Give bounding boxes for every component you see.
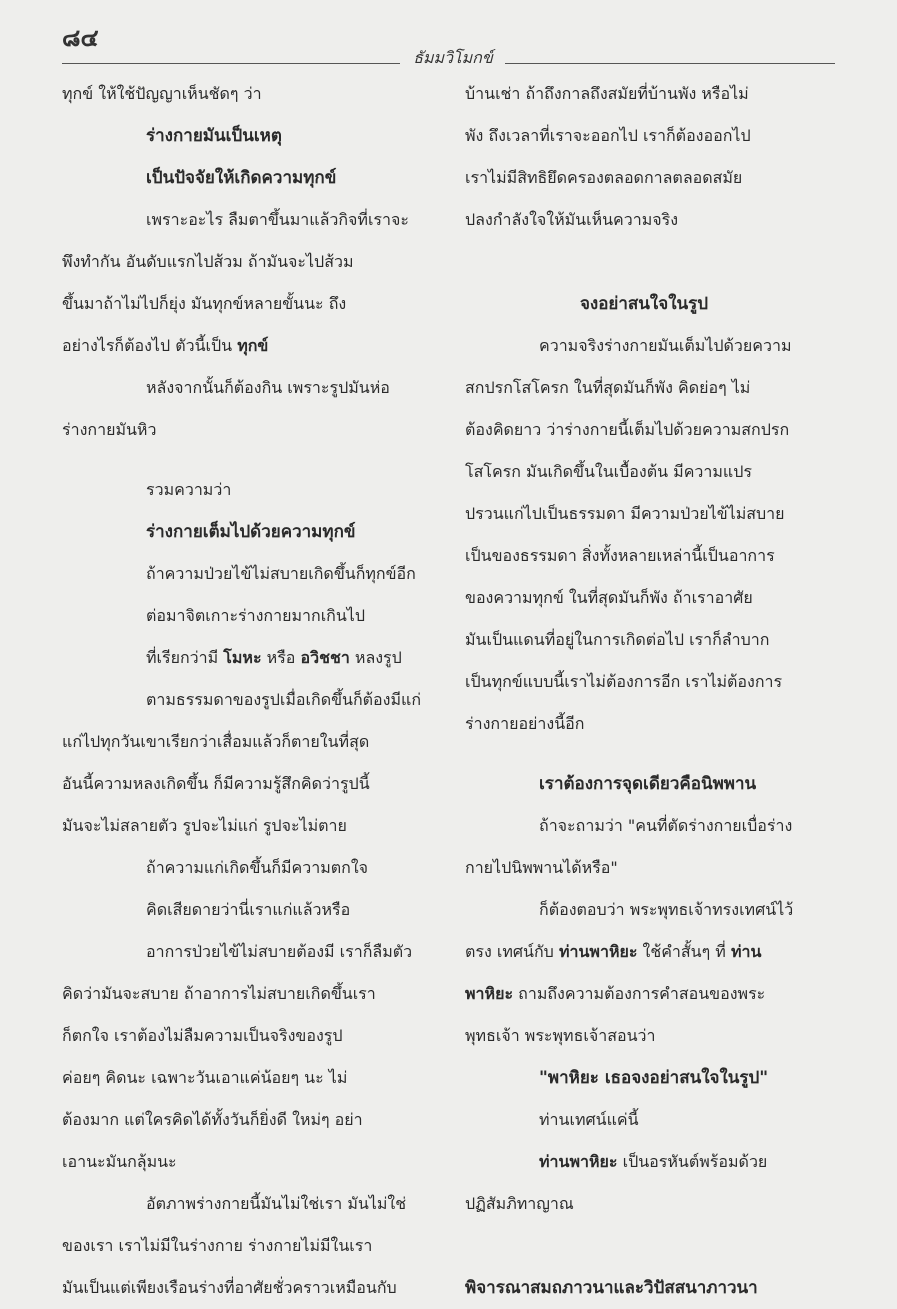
text-span: ถามถึงความต้องการคำสอนของพระ <box>518 984 766 1003</box>
text-span: หลงรูป <box>354 648 402 667</box>
quote-line: "พาหิยะ เธอจงอย่าสนใจในรูป" <box>539 1068 769 1088</box>
text-line <box>465 1141 823 1183</box>
text-line: ปรวนแก่ไปเป็นธรรมดา มีความป่วยไข้ไม่สบาย <box>465 504 785 523</box>
text-line: ของความทุกข์ ในที่สุดมันก็พัง ถ้าเราอาศัย <box>465 588 753 607</box>
text-line: พัง ถึงเวลาที่เราจะออกไป เราก็ต้องออกไป <box>465 126 751 145</box>
text-line <box>465 973 823 1015</box>
text-span: อย่างไรก็ต้องไป ตัวนี้เป็น <box>62 336 233 355</box>
text-line: ท่านเทศน์แค่นี้ <box>539 1110 639 1129</box>
text-line: สกปรกโสโครก ในที่สุดมันก็พัง คิดย่อๆ ไม่ <box>465 378 751 397</box>
text-line: ค่อยๆ คิดนะ เฉพาะวันเอาแค่น้อยๆ นะ ไม่ <box>62 1068 348 1087</box>
section-heading: พิจารณาสมถภาวนาและวิปัสสนาภาวนา <box>465 1278 758 1298</box>
text-span: หรือ <box>266 648 296 667</box>
text-line: ถ้าความแก่เกิดขึ้นก็มีความตกใจ <box>146 858 369 877</box>
text-line: ถ้าจะถามว่า "คนที่ตัดร่างกายเบื่อร่าง <box>539 816 793 835</box>
emphasis-term: ท่านพาหิยะ <box>539 1152 618 1171</box>
text-line <box>62 325 438 367</box>
text-line: เป็นของธรรมดา สิ่งทั้งหลายเหล่านี้เป็นอาการ <box>465 546 775 565</box>
text-line: ทุกข์ ให้ใช้ปัญญาเห็นชัดๆ ว่า <box>62 84 262 103</box>
text-line: ตามธรรมดาของรูปเมื่อเกิดขึ้นก็ต้องมีแก่ <box>146 690 421 709</box>
text-line: ปฏิสัมภิทาญาณ <box>465 1194 574 1213</box>
emphasis-term: อวิชชา <box>300 648 350 667</box>
spacer <box>465 1225 823 1267</box>
text-line: พุทธเจ้า พระพุทธเจ้าสอนว่า <box>465 1026 656 1045</box>
emphasis-term: พาหิยะ <box>465 984 514 1003</box>
emphasis-term: ท่าน <box>730 942 762 961</box>
text-line: เอานะมันกลุ้มนะ <box>62 1152 177 1171</box>
text-line: อันนี้ความหลงเกิดขึ้น ก็มีความรู้สึกคิดว่ารูปนี้ <box>62 774 370 793</box>
text-line: ต้องคิดยาว ว่าร่างกายนี้เต็มไปด้วยความสกปรก <box>465 420 790 439</box>
text-line: มันเป็นแดนที่อยู่ในการเกิดต่อไป เราก็ลำบาก <box>465 630 770 649</box>
text-line: ก็ตกใจ เราต้องไม่ลืมความเป็นจริงของรูป <box>62 1026 343 1045</box>
text-line: อาการป่วยไข้ไม่สบายต้องมี เราก็ลืมตัว <box>146 942 413 961</box>
emphasis-term: โมหะ <box>223 648 262 667</box>
text-line: กายไปนิพพานได้หรือ" <box>465 858 618 877</box>
text-line: ร่างกายมันหิว <box>62 420 157 439</box>
text-span: เป็นอรหันต์พร้อมด้วย <box>622 1152 768 1171</box>
text-line: ต้องมาก แต่ใครคิดได้ทั้งวันก็ยิ่งดี ใหม่ๆ อย่า <box>62 1110 363 1129</box>
heading-line: ร่างกายเต็มไปด้วยความทุกข์ <box>146 522 356 542</box>
left-column <box>62 73 438 1309</box>
text-line: ต่อมาจิตเกาะร่างกายมากเกินไป <box>146 606 365 625</box>
section-heading: จงอย่าสนใจในรูป <box>579 294 709 314</box>
text-line: อัตภาพร่างกายนี้มันไม่ใช่เรา มันไม่ใช่ <box>146 1194 407 1213</box>
heading-line: ร่างกายมันเป็นเหตุ <box>146 126 282 146</box>
text-line: บ้านเช่า ถ้าถึงกาลถึงสมัยที่บ้านพัง หรือไม่ <box>465 84 749 103</box>
text-span: ใช้คำสั้นๆ ที่ <box>642 942 726 961</box>
text-line: ขึ้นมาถ้าไม่ไปก็ยุ่ง มันทุกข์หลายขั้นนะ ถึง <box>62 294 347 313</box>
page-number: ๘๔ <box>62 24 99 52</box>
text-line: ปลงกำลังใจให้มันเห็นความจริง <box>465 210 679 229</box>
spacer <box>62 451 438 469</box>
emphasis-term: ทุกข์ <box>237 336 269 355</box>
text-line: มันเป็นแต่เพียงเรือนร่างที่อาศัยชั่วคราวเหมือนกับ <box>62 1278 397 1297</box>
text-span: ตรง เทศน์กับ <box>465 942 554 961</box>
text-line <box>62 637 438 679</box>
section-heading: เราต้องการจุดเดียวคือนิพพาน <box>539 774 757 794</box>
text-line <box>465 931 823 973</box>
text-line: มันจะไม่สลายตัว รูปจะไม่แก่ รูปจะไม่ตาย <box>62 816 347 835</box>
text-line: เป็นทุกข์แบบนี้เราไม่ต้องการอีก เราไม่ต้องการ <box>465 672 783 691</box>
text-line: ถ้าความป่วยไข้ไม่สบายเกิดขึ้นก็ทุกข์อีก <box>146 564 416 583</box>
text-line: เราไม่มีสิทธิยึดครองตลอดกาลตลอดสมัย <box>465 168 743 187</box>
text-line: ของเรา เราไม่มีในร่างกาย ร่างกายไม่มีในเรา <box>62 1236 373 1255</box>
text-line: โสโครก มันเกิดขึ้นในเบื้องต้น มีความแปร <box>465 462 752 481</box>
text-line: ก็ต้องตอบว่า พระพุทธเจ้าทรงเทศน์ไว้ <box>539 900 794 919</box>
text-line: ร่างกายอย่างนี้อีก <box>465 714 585 733</box>
right-column <box>465 73 823 1309</box>
spacer <box>465 241 823 283</box>
running-title: ธัมมวิโมกข์ <box>413 48 493 67</box>
emphasis-term: ท่านพาหิยะ <box>558 942 638 961</box>
spacer <box>465 745 823 763</box>
text-line: หลังจากนั้นก็ต้องกิน เพราะรูปมันห่อ <box>146 378 390 397</box>
text-line: แก่ไปทุกวันเขาเรียกว่าเสื่อมแล้วก็ตายในที่สุด <box>62 732 370 751</box>
text-line: เพราะอะไร ลืมตาขึ้นมาแล้วกิจที่เราจะ <box>146 210 409 229</box>
header-rule-right <box>505 63 835 64</box>
text-line: พึงทำกัน อันดับแรกไปส้วม ถ้ามันจะไปส้วม <box>62 252 354 271</box>
text-line: รวมความว่า <box>146 480 232 499</box>
text-line: คิดว่ามันจะสบาย ถ้าอาการไม่สบายเกิดขึ้นเรา <box>62 984 376 1003</box>
text-line: คิดเสียดายว่านี่เราแก่แล้วหรือ <box>146 900 351 919</box>
header-rule-left <box>62 63 400 64</box>
heading-line: เป็นปัจจัยให้เกิดความทุกข์ <box>146 168 337 188</box>
text-span: ที่เรียกว่ามี <box>146 648 219 667</box>
text-line: ความจริงร่างกายมันเต็มไปด้วยความ <box>539 336 792 355</box>
